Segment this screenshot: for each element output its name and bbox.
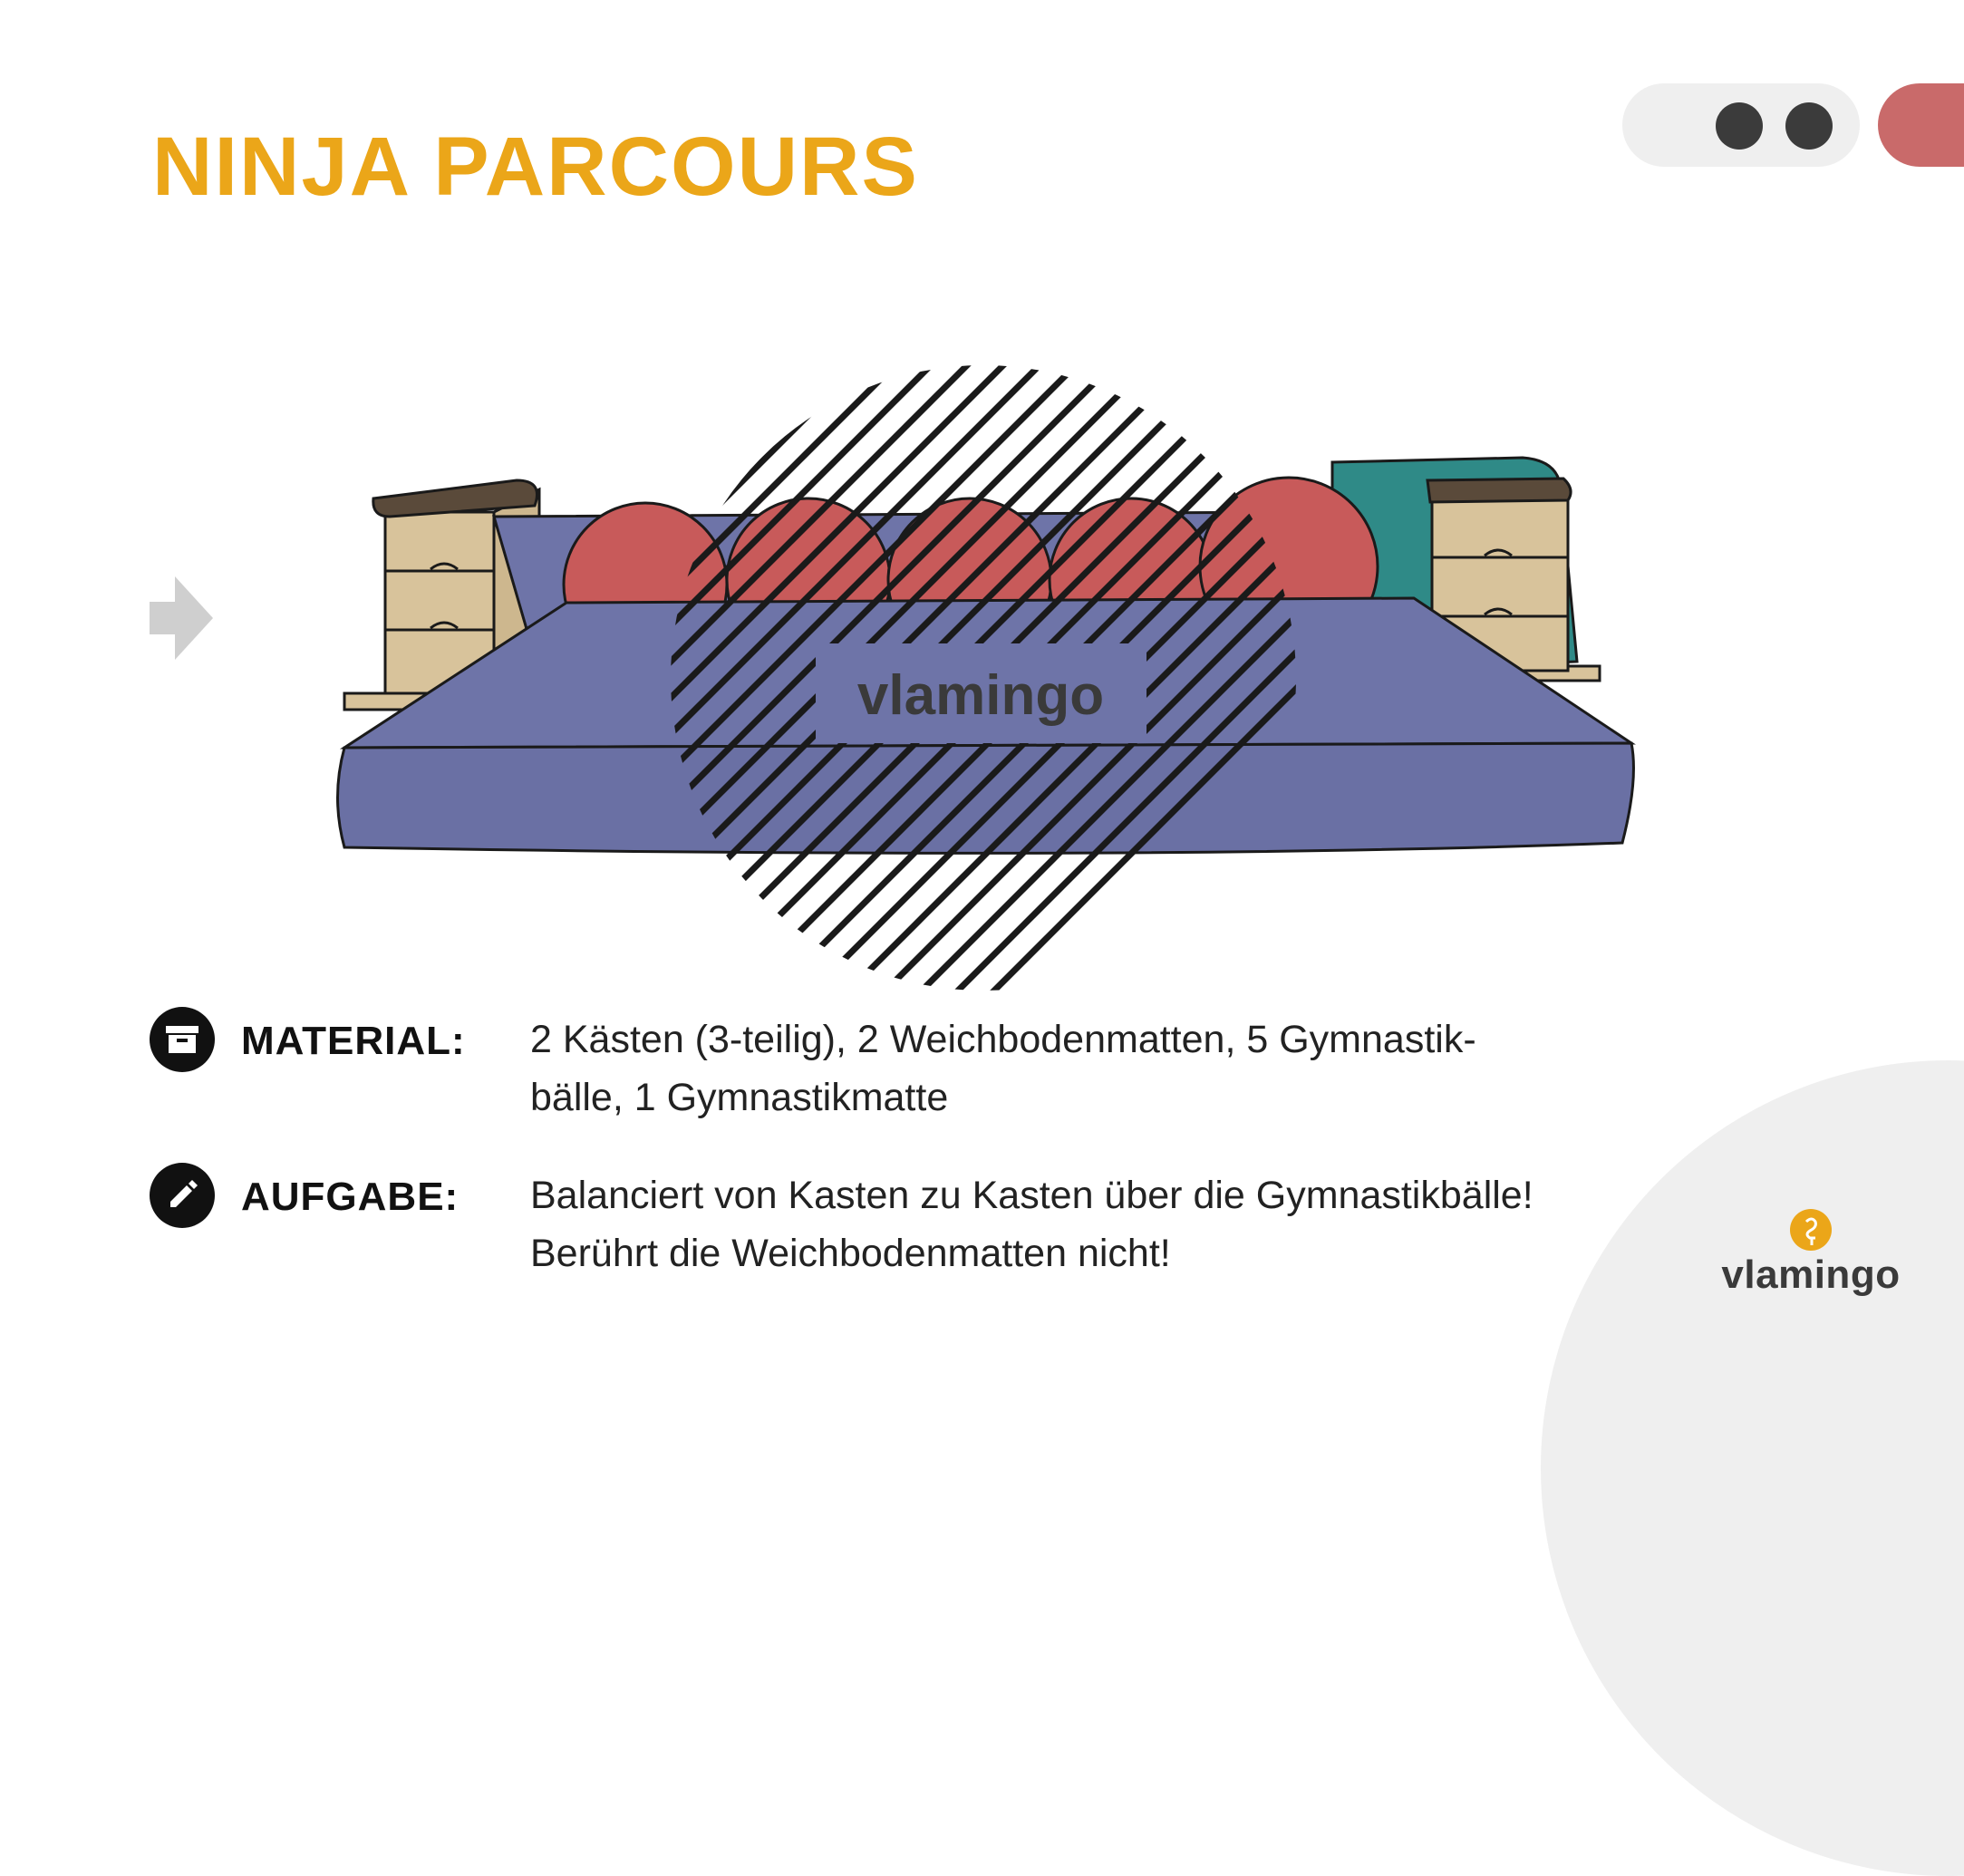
corner-decoration bbox=[1541, 1060, 1964, 1876]
pencil-icon bbox=[150, 1163, 215, 1228]
aufgabe-text bbox=[530, 1166, 1533, 1282]
material-label: MATERIAL: bbox=[241, 1019, 466, 1063]
brand-logo bbox=[1720, 1209, 1901, 1309]
arrow-right-icon[interactable] bbox=[150, 576, 213, 660]
material-text bbox=[530, 1011, 1476, 1127]
material-line: bälle, 1 Gymnastikmatte bbox=[530, 1076, 949, 1119]
aufgabe-line: Berührt die Weichbodenmatten nicht! bbox=[530, 1232, 1171, 1275]
material-line: 2 Kästen (3-teilig), 2 Weichbodenmatten, 5 Gymnastik- bbox=[530, 1018, 1476, 1061]
brand-name: vlamingo bbox=[1721, 1252, 1901, 1297]
pagination-dot[interactable] bbox=[1785, 102, 1833, 150]
archive-box-icon bbox=[150, 1007, 215, 1072]
parcours-illustration bbox=[326, 353, 1650, 1006]
watermark-text: vlamingo bbox=[856, 664, 1105, 727]
flamingo-logo-icon bbox=[1790, 1209, 1832, 1251]
aufgabe-label: AUFGABE: bbox=[241, 1175, 460, 1219]
accent-tab bbox=[1878, 83, 1964, 167]
pagination-dots[interactable] bbox=[1622, 83, 1860, 167]
pagination-dot[interactable] bbox=[1716, 102, 1763, 150]
aufgabe-line: Balanciert von Kasten zu Kasten über die Gymnastikbälle! bbox=[530, 1174, 1533, 1217]
page-title: NINJA PARCOURS bbox=[152, 121, 919, 213]
